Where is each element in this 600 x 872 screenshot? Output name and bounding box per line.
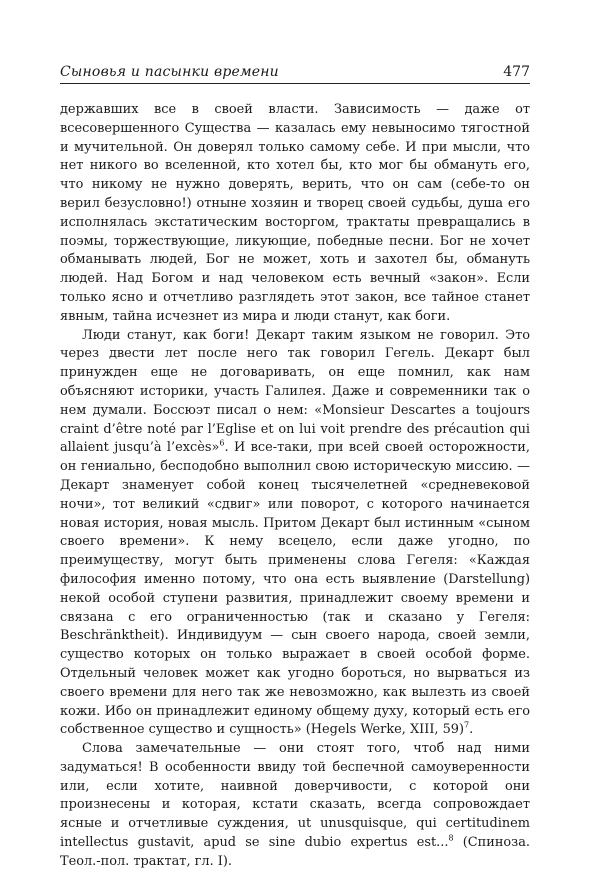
body-text (60, 101, 530, 872)
paragraph-2 (60, 327, 530, 741)
paragraph-3-part-1: Слова замечательные — они стоят того, чтоб над ними задуматься! В особенности ввиду той беспечной самоуверенности или, если хотите, наивной доверчивости, с которой они произнесены и которая, кстати сказать, всегда сопровождает ясные и отчетливые суждения, ut unusquisque, qui certitudinem intellectus gustavit, apud se sine dubio expertus est... (60, 741, 530, 851)
paragraph-2-part-2: . И все-таки, при всей своей осторожности, он гениально, бесподобно выполнил свою историческую миссию. — Декарт знаменует собой конец тысячелетней «средневековой ночи», тот великий «сдвиг» или поворот, с которого начинается новая история, новая мысль. Притом Декарт был истинным «сыном своего времени». К нему всецело, если даже угодно, по преимуществу, могут быть применены слова Гегеля: «Каждая философия именно потому, что она есть выявление (Darstellung) некой особой ступени развития, принадлежит своему времени и связана с его ограниченностью (так и сказано у Гегеля: Beschränktheit). Индивидуум — сын своего народа, своей земли, существо которых он только выражает в своей особой форме. Отдельный человек может как угодно бороться, но вырваться из своего времени для него так же невозможно, как вылезть из своей кожи. Ибо он принадлежит единому общему духу, который есть его собственное существо и сущность» (Hegels Werke, XIII, 59) (60, 440, 530, 738)
running-head (60, 63, 530, 84)
paragraph-2-end: . (469, 722, 474, 738)
paragraph-1: державших все в своей власти. Зависимость — даже от всесовершенного Существа — казалась ему невыносимо тягостной и мучительной. Он доверял только самому себе. И при мысли, что нет никого во вселенной, кто хотел бы, кто мог бы обмануть его, что никому не нужно доверять, верить, что он сам (себе-то он верил безусловно!) отныне хозяин и творец своей судьбы, душа его исполнялась экстатическим восторгом, трактаты превращались в поэмы, торжествующие, ликующие, победные песни. Бог не хочет обманывать людей, Бог не может, хоть и захотел бы, обмануть людей. Над Богом и над человеком есть вечный «закон». Если только ясно и отчетливо разглядеть этот закон, все тайное станет явным, тайна исчезнет из мира и люди станут, как боги. (60, 102, 530, 324)
paragraph-2-part-1: Люди станут, как боги! Декарт таким языком не говорил. Это через двести лет после него так говорил Гегель. Декарт был принужден еще не договаривать, он еще помнил, как нам объясняют историки, участь Галилея. Даже и современники так о нем думали. Боссюэт писал о нем: «Monsieur Descartes a toujours craint d’être noté par l’Eglise et on lui voit prendre des précaution qui allaient jusqu’à l’excès» (60, 327, 530, 456)
paragraph-3 (60, 740, 530, 872)
running-title: Сыновья и пасынки времени (60, 64, 279, 80)
page-number: 477 (503, 64, 530, 80)
footnote-ref-8[interactable]: 8 (448, 833, 454, 843)
paragraph-3-part-2: (Спиноза. Теол.-пол. трактат, гл. I). (60, 835, 530, 869)
footnote-ref-6[interactable]: 6 (219, 439, 225, 449)
footnote-ref-7[interactable]: 7 (464, 721, 470, 730)
